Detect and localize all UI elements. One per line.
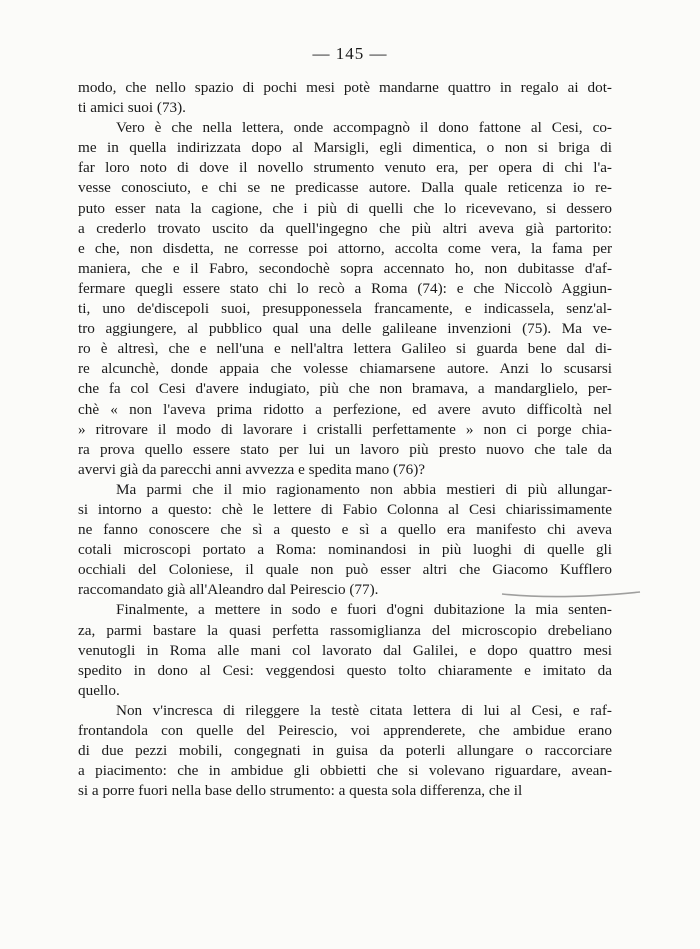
paragraph xyxy=(78,118,612,480)
paragraph xyxy=(78,701,612,801)
page-number: — 145 — xyxy=(312,44,388,63)
paragraph xyxy=(78,78,612,118)
text-line: modo, che nello spazio di pochi mesi potè mandarne quattro in regalo ai dot- xyxy=(78,79,612,96)
text-line: e che, non disdetta, ne corresse poi attorno, accolta come vera, la fama per xyxy=(78,239,612,257)
text-line: vesse conosciuto, e chi se ne predicasse autore. Dalla quale reticenza io re- xyxy=(78,179,612,197)
text-line: Ma parmi che il mio ragionamento non abbia mestieri di più allungar- xyxy=(116,480,612,498)
text-line: far loro noto di dove il novello strumento venuto era, per opera di chi l'a- xyxy=(78,159,612,177)
text-line: tro aggiungere, al pubblico qual una delle galileane invenzioni (75). Ma ve- xyxy=(78,320,612,338)
text-line: occhiali del Coloniese, il quale non può esser altri che Giacomo Kufflero xyxy=(78,561,612,579)
text-line: ti amici suoi (73). xyxy=(78,99,186,117)
text-line: Vero è che nella lettera, onde accompagnò il dono fattone al Cesi, co- xyxy=(116,119,612,137)
text-line: frontandola con quelle del Peirescio, voi apprenderete, che ambidue erano xyxy=(78,722,612,739)
text-line: Finalmente, a mettere in sodo e fuori d'ogni dubitazione la mia senten- xyxy=(116,601,612,619)
text-line: spedito in dono al Cesi: veggendosi questo tolto chiaramente e imitato da xyxy=(78,661,612,679)
text-line: di due pezzi mobili, congegnati in guisa da poterli allungare o raccorciare xyxy=(78,742,612,760)
text-line: ro è altresì, che e nell'una e nell'altra lettera Galileo si guarda bene dal di- xyxy=(78,340,612,358)
text-line: za, parmi bastare la quasi perfetta rassomiglianza del microscopio drebeliano xyxy=(78,621,612,639)
text-line: che fa col Cesi d'avere indugiato, più che non bramava, a mandarglielo, per- xyxy=(78,380,612,398)
text-line: re alcunchè, donde appaia che volesse chiamarsene autore. Anzi lo scusarsi xyxy=(78,360,612,378)
text-line: a piacimento: che in ambidue gli obbietti che si volevano riguardare, avean- xyxy=(78,762,612,780)
text-line: quello. xyxy=(78,681,120,699)
text-line: a crederlo trovato uscito da quell'ingegno che più altri aveva già partorito: xyxy=(78,219,612,237)
text-line: me in quella indirizzata dopo al Marsigli, egli dimentica, o non si briga di xyxy=(78,139,612,157)
text-line: » ritrovare il modo di lavorare i cristalli perfettamente » non ci porge chia- xyxy=(78,420,612,438)
text-line: venutogli in Roma alle mani col lavorato dal Galilei, e dopo quattro mesi xyxy=(78,641,612,659)
text-line: Non v'incresca di rileggere la testè citata lettera di lui al Cesi, e raf- xyxy=(116,701,612,719)
text-line: ti, uno de'discepoli suoi, presupponessela francamente, e indicassela, senz'al- xyxy=(78,300,612,318)
paragraph xyxy=(78,480,612,601)
text-line: puto esser nata la cagione, che i più di quelli che lo ricevevano, si dessero xyxy=(78,199,612,217)
paragraph xyxy=(78,600,612,700)
text-line: si a porre fuori nella base dello strumento: a questa sola differenza, che il xyxy=(78,782,523,800)
text-line: ra prova quello essere stato per lui un lavoro più presto nuovo che tale da xyxy=(78,440,612,458)
text-line: fermare quegli essere stato chi lo recò a Roma (74): e che Niccolò Aggiun- xyxy=(78,279,612,297)
body-text xyxy=(78,78,612,801)
text-line: maniera, che e il Fabro, secondochè sopra accennato ho, non dubitasse d'af- xyxy=(78,259,612,277)
text-line: raccomandato già all'Aleandro dal Peirescio (77). xyxy=(78,581,379,599)
text-line: ne fanno conoscere che sì a questo e sì a quello era manifesto chi aveva xyxy=(78,521,612,539)
text-line: cotali microscopi portato a Roma: nominandosi in più luoghi di quelle gli xyxy=(78,541,612,559)
text-line: avervi già da parecchi anni avvezza e spedita mano (76)? xyxy=(78,460,426,478)
text-line: chè « non l'aveva prima ridotto a perfezione, ed avere avuto difficoltà nel xyxy=(78,400,612,418)
text-line: si intorno a questo: chè le lettere di Fabio Colonna al Cesi chiarissimamente xyxy=(78,500,612,518)
